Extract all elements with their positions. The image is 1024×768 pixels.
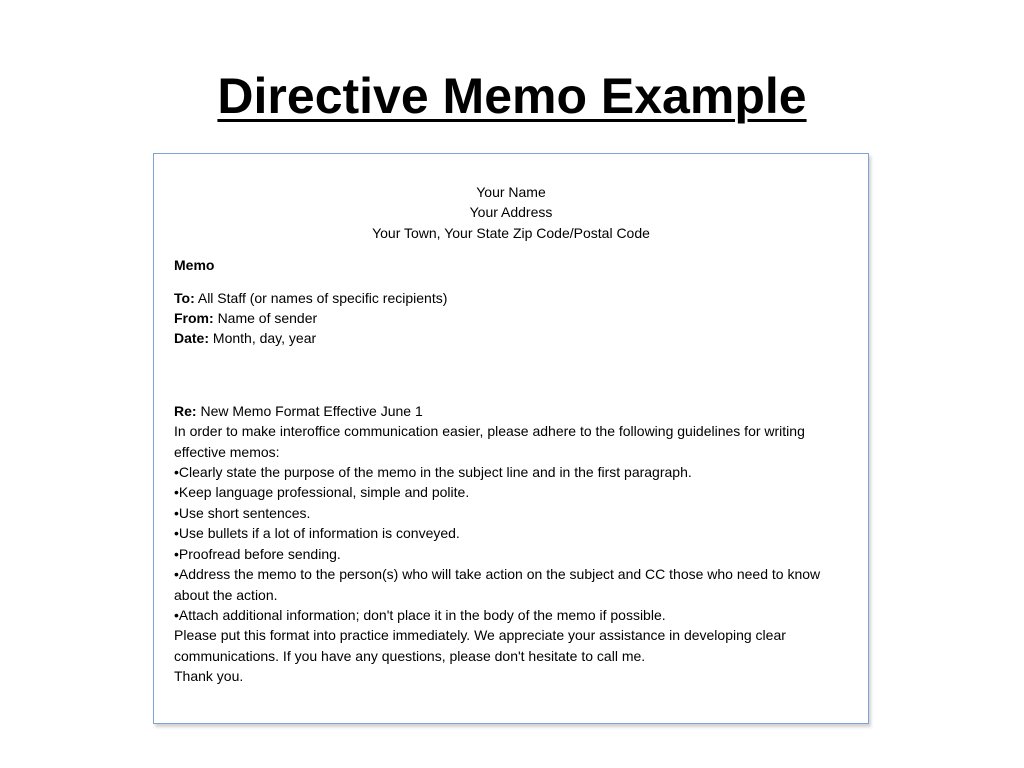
from-line xyxy=(174,308,848,328)
intro-paragraph: In order to make interoffice communication easier, please adhere to the following guidelines for writing effective memos: xyxy=(174,423,805,460)
guideline-bullet: •Address the memo to the person(s) who will take action on the subject and CC those who need to know about the action. xyxy=(174,566,821,603)
from-value: Name of sender xyxy=(217,310,318,327)
from-label: From: xyxy=(174,310,214,327)
sender-address: Your Address xyxy=(469,204,553,221)
guideline-bullet: •Keep language professional, simple and polite. xyxy=(174,484,470,501)
to-label: To: xyxy=(174,289,195,306)
closing-paragraph: Please put this format into practice immediately. We appreciate your assistance in developing clear communications. If you have any questions, please don't hesitate to call me. xyxy=(174,627,786,664)
re-line xyxy=(174,401,848,421)
memo-label: Memo xyxy=(174,257,215,274)
guideline-bullet: •Attach additional information; don't place it in the body of the memo if possible. xyxy=(174,606,666,623)
to-line xyxy=(174,288,848,308)
page-title xyxy=(0,62,1024,130)
memo-body xyxy=(174,401,848,687)
guideline-bullet: •Clearly state the purpose of the memo in the subject line and in the first paragraph. xyxy=(174,464,692,481)
to-value: All Staff (or names of specific recipients) xyxy=(197,289,448,306)
sender-name: Your Name xyxy=(476,184,546,200)
memo-meta xyxy=(174,288,848,349)
guideline-bullet: •Use bullets if a lot of information is conveyed. xyxy=(174,525,460,542)
sender-town: Your Town, Your State Zip Code/Postal Code xyxy=(372,224,650,241)
re-label: Re: xyxy=(174,402,197,419)
sign-off: Thank you. xyxy=(174,668,244,685)
memo-document xyxy=(153,153,869,724)
date-label: Date: xyxy=(174,330,210,347)
guideline-bullet: •Proofread before sending. xyxy=(174,545,341,562)
date-line xyxy=(174,328,848,348)
memo-sender-header xyxy=(174,182,848,243)
guideline-bullet: •Use short sentences. xyxy=(174,504,311,521)
page-title-text: Directive Memo Example xyxy=(217,68,807,124)
date-value: Month, day, year xyxy=(212,330,317,347)
re-value: New Memo Format Effective June 1 xyxy=(200,402,423,419)
